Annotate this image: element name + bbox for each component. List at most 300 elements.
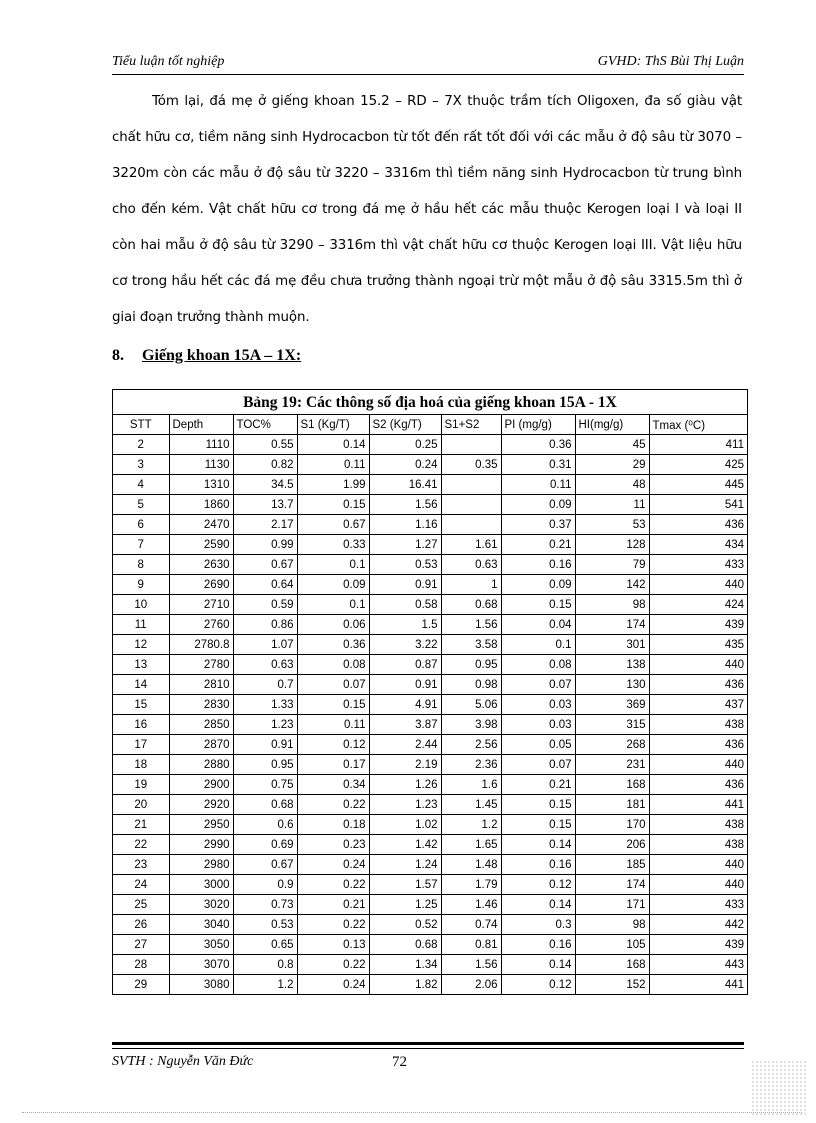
column-header: STT: [113, 415, 169, 435]
table-cell: 2690: [169, 575, 233, 595]
table-cell: 0.58: [369, 595, 441, 615]
footer-rule-thick: [112, 1042, 744, 1045]
table-cell: 436: [649, 775, 747, 795]
table-cell: 1.02: [369, 815, 441, 835]
table-cell: 0.8: [233, 955, 297, 975]
table-row: [113, 695, 747, 715]
table-cell: 3.22: [369, 635, 441, 655]
table-cell: 0.21: [501, 535, 575, 555]
table-cell: 4.91: [369, 695, 441, 715]
table-cell: 0.99: [233, 535, 297, 555]
table-cell: 2.17: [233, 515, 297, 535]
table-cell: 0.68: [369, 935, 441, 955]
table-cell: 128: [575, 535, 649, 555]
table-cell: [441, 495, 501, 515]
table-cell: 0.82: [233, 455, 297, 475]
table-row: [113, 755, 747, 775]
table-cell: 0.64: [233, 575, 297, 595]
table-cell: 12: [113, 635, 169, 655]
table-cell: 2590: [169, 535, 233, 555]
table-cell: 1.33: [233, 695, 297, 715]
table-cell: 0.24: [369, 455, 441, 475]
table-cell: 0.67: [297, 515, 369, 535]
page-edge-dotted-line: [22, 1112, 802, 1113]
table-row: [113, 655, 747, 675]
table-cell: 1.25: [369, 895, 441, 915]
table-cell: 24: [113, 875, 169, 895]
table-cell: 174: [575, 875, 649, 895]
table-cell: 0.04: [501, 615, 575, 635]
table-row: [113, 455, 747, 475]
table-cell: 0.7: [233, 675, 297, 695]
table-cell: 1.79: [441, 875, 501, 895]
table-cell: 3: [113, 455, 169, 475]
table-cell: 1: [441, 575, 501, 595]
table-cell: 0.14: [501, 895, 575, 915]
table-cell: 0.52: [369, 915, 441, 935]
table-cell: 15: [113, 695, 169, 715]
table-cell: 0.63: [233, 655, 297, 675]
table-cell: 29: [113, 975, 169, 995]
table-cell: 79: [575, 555, 649, 575]
table-cell: 2760: [169, 615, 233, 635]
table-cell: 315: [575, 715, 649, 735]
table-cell: 0.15: [501, 595, 575, 615]
table-cell: 433: [649, 895, 747, 915]
table-cell: 0.15: [501, 815, 575, 835]
table-cell: 439: [649, 935, 747, 955]
table-cell: 0.59: [233, 595, 297, 615]
page-footer: [112, 1054, 744, 1070]
table-cell: 369: [575, 695, 649, 715]
table-cell: 0.22: [297, 955, 369, 975]
table-cell: 2630: [169, 555, 233, 575]
table-cell: 0.33: [297, 535, 369, 555]
table-cell: 0.55: [233, 435, 297, 455]
table-cell: 0.03: [501, 715, 575, 735]
table-cell: 174: [575, 615, 649, 635]
corner-dot-pattern: [751, 1060, 807, 1116]
table-cell: 2900: [169, 775, 233, 795]
table-cell: 98: [575, 915, 649, 935]
table-cell: 0.07: [501, 755, 575, 775]
table-cell: [441, 515, 501, 535]
table-row: [113, 595, 747, 615]
table-cell: 1.6: [441, 775, 501, 795]
table-cell: 442: [649, 915, 747, 935]
table-cell: 11: [575, 495, 649, 515]
table-cell: 0.14: [297, 435, 369, 455]
table-cell: 0.91: [369, 575, 441, 595]
table-cell: 0.98: [441, 675, 501, 695]
table-cell: [441, 475, 501, 495]
table-cell: 2.44: [369, 735, 441, 755]
column-header: Tmax (⁰C): [649, 415, 747, 435]
section-heading: [112, 347, 301, 365]
table-cell: 0.86: [233, 615, 297, 635]
table-row: [113, 895, 747, 915]
table-cell: 441: [649, 975, 747, 995]
table-cell: 0.16: [501, 855, 575, 875]
table-cell: 105: [575, 935, 649, 955]
table-cell: 3.58: [441, 635, 501, 655]
table-cell: 3020: [169, 895, 233, 915]
table-cell: 0.25: [369, 435, 441, 455]
table-cell: 0.23: [297, 835, 369, 855]
table-row: [113, 475, 747, 495]
table-cell: 440: [649, 855, 747, 875]
table-cell: 11: [113, 615, 169, 635]
table-cell: 411: [649, 435, 747, 455]
table-cell: 0.95: [233, 755, 297, 775]
table-cell: 1.42: [369, 835, 441, 855]
table-cell: 1.2: [441, 815, 501, 835]
table-cell: 541: [649, 495, 747, 515]
table-cell: 0.16: [501, 935, 575, 955]
table-cell: 45: [575, 435, 649, 455]
footer-author: SVTH : Nguyễn Văn Đức: [112, 1054, 254, 1069]
table-cell: 0.68: [441, 595, 501, 615]
table-row: [113, 795, 747, 815]
table-cell: 1.24: [369, 855, 441, 875]
table-cell: 1.48: [441, 855, 501, 875]
table-cell: 25: [113, 895, 169, 915]
table-cell: 0.68: [233, 795, 297, 815]
table-cell: 231: [575, 755, 649, 775]
table-cell: 0.87: [369, 655, 441, 675]
table-row: [113, 715, 747, 735]
table-header-row: [113, 415, 747, 435]
page-number: 72: [392, 1054, 407, 1070]
table-cell: 1130: [169, 455, 233, 475]
table-cell: 438: [649, 715, 747, 735]
table-cell: 3040: [169, 915, 233, 935]
table-row: [113, 915, 747, 935]
table-cell: 1.61: [441, 535, 501, 555]
table-cell: 440: [649, 755, 747, 775]
table-cell: 0.15: [297, 695, 369, 715]
table-cell: 17: [113, 735, 169, 755]
table-cell: 16: [113, 715, 169, 735]
table-cell: 1.46: [441, 895, 501, 915]
column-header: S2 (Kg/T): [369, 415, 441, 435]
header-document-type: Tiểu luận tốt nghiệp: [112, 54, 225, 69]
table-cell: 0.12: [501, 875, 575, 895]
table-cell: 19: [113, 775, 169, 795]
table-cell: 27: [113, 935, 169, 955]
table-cell: 20: [113, 795, 169, 815]
table-cell: 2880: [169, 755, 233, 775]
table-cell: 2: [113, 435, 169, 455]
table-cell: 0.18: [297, 815, 369, 835]
table-cell: 168: [575, 775, 649, 795]
table-cell: 53: [575, 515, 649, 535]
table-cell: 98: [575, 595, 649, 615]
footer-rule-thin: [112, 1048, 744, 1049]
table-row: [113, 775, 747, 795]
table-cell: 48: [575, 475, 649, 495]
summary-text: Tóm lại, đá mẹ ở giếng khoan 15.2 – RD – 7X thuộc trầm tích Oligoxen, đa số giàu vật chất hữu cơ, tiềm năng sinh Hydrocacbon từ tốt đến rất tốt đối với các mẫu ở độ sâu từ 3070 – 3220m còn các mẫu ở độ sâu từ 3220 – 3316m thì tiềm năng sinh Hydrocacbon từ trung bình cho đến kém. Vật chất hữu cơ trong đá mẹ ở hầu hết các mẫu thuộc Kerogen loại I và loại II còn hai mẫu ở độ sâu từ 3290 – 3316m thì vật chất hữu cơ thuộc Kerogen loại III. Vật liệu hữu cơ trong hầu hết các đá mẹ đều chưa trưởng thành ngoại trừ một mẫu ở độ sâu 3315.5m thì ở giai đoạn trưởng thành muộn.: [112, 94, 742, 325]
table-cell: 0.31: [501, 455, 575, 475]
table-cell: 440: [649, 655, 747, 675]
table-cell: 142: [575, 575, 649, 595]
column-header: HI(mg/g): [575, 415, 649, 435]
table-cell: 0.11: [297, 455, 369, 475]
column-header: S1+S2: [441, 415, 501, 435]
table-cell: 0.07: [501, 675, 575, 695]
table-cell: 445: [649, 475, 747, 495]
section-number: 8.: [112, 347, 124, 364]
table-cell: 0.81: [441, 935, 501, 955]
table-cell: 1.34: [369, 955, 441, 975]
table-row: [113, 835, 747, 855]
table-cell: 1.23: [233, 715, 297, 735]
table-row: [113, 535, 747, 555]
section-title: Giếng khoan 15A – 1X:: [142, 347, 302, 364]
table-cell: 26: [113, 915, 169, 935]
table-cell: 1.26: [369, 775, 441, 795]
table-cell: 1.56: [369, 495, 441, 515]
table-cell: 0.1: [501, 635, 575, 655]
table-cell: 0.08: [501, 655, 575, 675]
table-cell: 21: [113, 815, 169, 835]
table-cell: 34.5: [233, 475, 297, 495]
table-cell: 268: [575, 735, 649, 755]
table-cell: 0.73: [233, 895, 297, 915]
table-cell: 2870: [169, 735, 233, 755]
table-cell: 0.65: [233, 935, 297, 955]
table-cell: 0.06: [297, 615, 369, 635]
table-caption: Bảng 19: Các thông số địa hoá của giếng khoan 15A - 1X: [113, 390, 747, 415]
table-cell: 0.24: [297, 975, 369, 995]
table-cell: 0.11: [297, 715, 369, 735]
table-cell: 2810: [169, 675, 233, 695]
table-cell: 0.11: [501, 475, 575, 495]
table-cell: 0.53: [369, 555, 441, 575]
table-cell: 0.16: [501, 555, 575, 575]
table-cell: 2470: [169, 515, 233, 535]
table-cell: 435: [649, 635, 747, 655]
table-cell: 1.45: [441, 795, 501, 815]
table-cell: 2920: [169, 795, 233, 815]
table-cell: 0.91: [233, 735, 297, 755]
geochem-table-container: [112, 389, 748, 995]
table-cell: 7: [113, 535, 169, 555]
table-row: [113, 935, 747, 955]
table-cell: 4: [113, 475, 169, 495]
table-cell: 0.21: [297, 895, 369, 915]
table-cell: 0.08: [297, 655, 369, 675]
table-cell: 185: [575, 855, 649, 875]
table-cell: 0.34: [297, 775, 369, 795]
table-row: [113, 675, 747, 695]
table-cell: 0.6: [233, 815, 297, 835]
table-cell: 138: [575, 655, 649, 675]
table-cell: 441: [649, 795, 747, 815]
table-cell: 2980: [169, 855, 233, 875]
table-cell: 13: [113, 655, 169, 675]
table-row: [113, 975, 747, 995]
table-cell: 436: [649, 515, 747, 535]
table-cell: 2830: [169, 695, 233, 715]
table-cell: 1.27: [369, 535, 441, 555]
table-cell: 0.36: [501, 435, 575, 455]
table-cell: 1.99: [297, 475, 369, 495]
table-cell: 0.13: [297, 935, 369, 955]
table-cell: 0.63: [441, 555, 501, 575]
table-cell: 3.98: [441, 715, 501, 735]
table-cell: 0.67: [233, 555, 297, 575]
table-cell: 1.2: [233, 975, 297, 995]
table-cell: 14: [113, 675, 169, 695]
table-cell: 440: [649, 575, 747, 595]
table-cell: 438: [649, 835, 747, 855]
table-cell: 0.15: [501, 795, 575, 815]
table-row: [113, 575, 747, 595]
table-cell: 171: [575, 895, 649, 915]
table-cell: 6: [113, 515, 169, 535]
table-cell: 2.06: [441, 975, 501, 995]
table-cell: 1.16: [369, 515, 441, 535]
table-cell: 0.07: [297, 675, 369, 695]
table-cell: 1.23: [369, 795, 441, 815]
table-cell: 1.56: [441, 615, 501, 635]
table-cell: 0.05: [501, 735, 575, 755]
table-cell: 3000: [169, 875, 233, 895]
column-header: TOC%: [233, 415, 297, 435]
table-cell: 3.87: [369, 715, 441, 735]
table-cell: 181: [575, 795, 649, 815]
table-cell: [441, 435, 501, 455]
table-cell: 436: [649, 735, 747, 755]
table-cell: 440: [649, 875, 747, 895]
page-header: [112, 52, 744, 74]
table-cell: 8: [113, 555, 169, 575]
table-cell: 2990: [169, 835, 233, 855]
table-cell: 152: [575, 975, 649, 995]
table-cell: 1310: [169, 475, 233, 495]
table-cell: 301: [575, 635, 649, 655]
table-cell: 0.1: [297, 595, 369, 615]
header-rule: [112, 74, 744, 75]
table-cell: 0.95: [441, 655, 501, 675]
column-header: S1 (Kg/T): [297, 415, 369, 435]
table-cell: 2710: [169, 595, 233, 615]
table-cell: 0.37: [501, 515, 575, 535]
table-row: [113, 435, 747, 455]
table-cell: 0.09: [501, 495, 575, 515]
table-cell: 0.91: [369, 675, 441, 695]
table-cell: 3070: [169, 955, 233, 975]
table-row: [113, 635, 747, 655]
table-cell: 9: [113, 575, 169, 595]
table-cell: 0.14: [501, 835, 575, 855]
table-cell: 0.69: [233, 835, 297, 855]
table-cell: 0.75: [233, 775, 297, 795]
table-row: [113, 815, 747, 835]
table-cell: 2950: [169, 815, 233, 835]
table-cell: 0.74: [441, 915, 501, 935]
table-cell: 443: [649, 955, 747, 975]
table-cell: 2850: [169, 715, 233, 735]
table-cell: 130: [575, 675, 649, 695]
table-row: [113, 555, 747, 575]
table-cell: 433: [649, 555, 747, 575]
table-cell: 0.36: [297, 635, 369, 655]
table-row: [113, 855, 747, 875]
table-cell: 5.06: [441, 695, 501, 715]
table-cell: 2780: [169, 655, 233, 675]
table-cell: 0.3: [501, 915, 575, 935]
table-row: [113, 875, 747, 895]
table-cell: 0.22: [297, 915, 369, 935]
table-cell: 29: [575, 455, 649, 475]
table-cell: 0.21: [501, 775, 575, 795]
table-cell: 1.82: [369, 975, 441, 995]
table-cell: 0.67: [233, 855, 297, 875]
table-cell: 1.65: [441, 835, 501, 855]
table-cell: 2.36: [441, 755, 501, 775]
table-cell: 2.56: [441, 735, 501, 755]
table-cell: 0.35: [441, 455, 501, 475]
table-cell: 0.03: [501, 695, 575, 715]
table-row: [113, 615, 747, 635]
column-header: PI (mg/g): [501, 415, 575, 435]
table-row: [113, 955, 747, 975]
table-cell: 23: [113, 855, 169, 875]
table-cell: 439: [649, 615, 747, 635]
table-cell: 436: [649, 675, 747, 695]
table-cell: 1.56: [441, 955, 501, 975]
table-cell: 10: [113, 595, 169, 615]
table-cell: 1110: [169, 435, 233, 455]
column-header: Depth: [169, 415, 233, 435]
table-cell: 5: [113, 495, 169, 515]
table-cell: 206: [575, 835, 649, 855]
table-cell: 434: [649, 535, 747, 555]
table-cell: 0.09: [501, 575, 575, 595]
table-row: [113, 495, 747, 515]
table-cell: 1.5: [369, 615, 441, 635]
geochem-table: [113, 415, 747, 994]
table-cell: 0.12: [501, 975, 575, 995]
table-cell: 0.24: [297, 855, 369, 875]
header-supervisor: GVHD: ThS Bùi Thị Luận: [597, 54, 744, 69]
table-cell: 438: [649, 815, 747, 835]
table-cell: 0.22: [297, 875, 369, 895]
table-cell: 1.07: [233, 635, 297, 655]
table-cell: 0.09: [297, 575, 369, 595]
table-cell: 0.22: [297, 795, 369, 815]
table-cell: 424: [649, 595, 747, 615]
table-cell: 0.9: [233, 875, 297, 895]
table-cell: 2.19: [369, 755, 441, 775]
table-cell: 3080: [169, 975, 233, 995]
table-cell: 3050: [169, 935, 233, 955]
table-cell: 1860: [169, 495, 233, 515]
table-cell: 0.17: [297, 755, 369, 775]
table-cell: 425: [649, 455, 747, 475]
table-cell: 13.7: [233, 495, 297, 515]
table-cell: 0.14: [501, 955, 575, 975]
table-cell: 1.57: [369, 875, 441, 895]
table-cell: 0.1: [297, 555, 369, 575]
summary-paragraph: [112, 84, 742, 336]
table-cell: 0.53: [233, 915, 297, 935]
table-cell: 168: [575, 955, 649, 975]
table-cell: 28: [113, 955, 169, 975]
table-row: [113, 515, 747, 535]
